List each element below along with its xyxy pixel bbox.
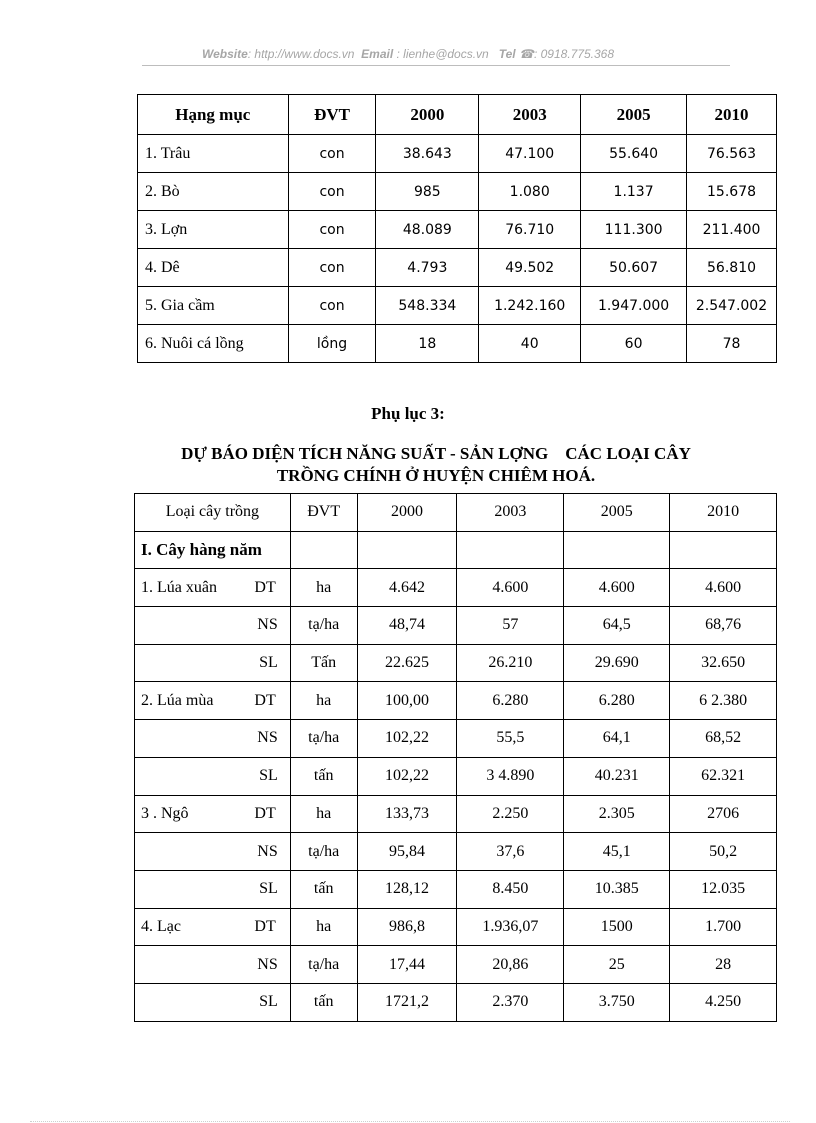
value-cell: 133,73: [357, 795, 457, 833]
value-cell: 4.600: [670, 569, 777, 607]
value-cell: 2.250: [457, 795, 564, 833]
value-cell: 2.305: [564, 795, 670, 833]
value-cell: 37,6: [457, 833, 564, 871]
value-cell: 4.793: [376, 249, 479, 287]
header-cell: 2005: [564, 494, 670, 532]
table-row: [138, 211, 777, 249]
row-label: 1. Trâu: [138, 135, 289, 173]
unit-cell: ha: [290, 908, 357, 946]
value-cell: 1500: [564, 908, 670, 946]
unit-cell: con: [288, 249, 376, 287]
value-cell: 1.936,07: [457, 908, 564, 946]
metric-label: SL: [135, 644, 291, 682]
value-cell: 2.547.002: [687, 287, 777, 325]
value-cell: 986,8: [357, 908, 457, 946]
value-cell: 2.370: [457, 983, 564, 1021]
unit-cell: ha: [290, 569, 357, 607]
crop-name: 2. Lúa mùa: [141, 691, 214, 709]
page-header: [0, 47, 816, 61]
title-line-2: TRỒNG CHÍNH Ở HUYỆN CHIÊM HOÁ.: [276, 466, 596, 485]
website-value: : http://www.docs.vn: [247, 47, 355, 61]
metric-label: DT: [254, 691, 276, 709]
table-row: [135, 795, 777, 833]
header-cell: 2010: [670, 494, 777, 532]
section-row: [135, 531, 777, 569]
empty-cell: [457, 531, 564, 569]
table-row: [135, 757, 777, 795]
tel-label: Tel: [498, 47, 516, 61]
value-cell: 68,76: [670, 607, 777, 645]
appendix-title: [136, 443, 736, 487]
table-row: [135, 644, 777, 682]
value-cell: 45,1: [564, 833, 670, 871]
footer-divider: [30, 1121, 790, 1122]
value-cell: 57: [457, 607, 564, 645]
value-cell: 55,5: [457, 720, 564, 758]
header-cell: Hạng mục: [138, 95, 289, 135]
table-row: [135, 720, 777, 758]
header-cell: ĐVT: [290, 494, 357, 532]
title-line-1: DỰ BÁO DIỆN TÍCH NĂNG SUẤT - SẢN LỢNG CÁC LOẠI CÂY: [181, 444, 691, 463]
value-cell: 6.280: [564, 682, 670, 720]
value-cell: 26.210: [457, 644, 564, 682]
header-cell: 2000: [376, 95, 479, 135]
value-cell: 68,52: [670, 720, 777, 758]
crop-metric-cell: [135, 569, 291, 607]
table-row: [135, 870, 777, 908]
value-cell: 64,5: [564, 607, 670, 645]
row-label: 2. Bò: [138, 173, 289, 211]
unit-cell: tạ/ha: [290, 720, 357, 758]
appendix-label: Phụ lục 3:: [371, 404, 445, 423]
table-row: [138, 325, 777, 363]
value-cell: 1721,2: [357, 983, 457, 1021]
value-cell: 76.710: [479, 211, 581, 249]
empty-cell: [564, 531, 670, 569]
unit-cell: tạ/ha: [290, 946, 357, 984]
value-cell: 1.080: [479, 173, 581, 211]
row-label: 3. Lợn: [138, 211, 289, 249]
value-cell: 78: [687, 325, 777, 363]
value-cell: 55.640: [581, 135, 687, 173]
value-cell: 548.334: [376, 287, 479, 325]
unit-cell: tấn: [290, 757, 357, 795]
unit-cell: tạ/ha: [290, 607, 357, 645]
value-cell: 22.625: [357, 644, 457, 682]
value-cell: 3 4.890: [457, 757, 564, 795]
value-cell: 29.690: [564, 644, 670, 682]
value-cell: 20,86: [457, 946, 564, 984]
value-cell: 38.643: [376, 135, 479, 173]
crop-metric-cell: [135, 908, 291, 946]
header-cell: 2010: [687, 95, 777, 135]
value-cell: 1.700: [670, 908, 777, 946]
table-row: [135, 682, 777, 720]
value-cell: 2706: [670, 795, 777, 833]
table-header-row: [135, 494, 777, 532]
unit-cell: tấn: [290, 983, 357, 1021]
value-cell: 62.321: [670, 757, 777, 795]
value-cell: 102,22: [357, 757, 457, 795]
header-cell: 2000: [357, 494, 457, 532]
crop-metric-cell: [135, 682, 291, 720]
email-label: Email: [361, 47, 394, 61]
empty-cell: [357, 531, 457, 569]
crop-metric-cell: [135, 795, 291, 833]
value-cell: 60: [581, 325, 687, 363]
unit-cell: con: [288, 211, 376, 249]
metric-label: NS: [135, 833, 291, 871]
value-cell: 56.810: [687, 249, 777, 287]
header-divider: [142, 65, 730, 66]
value-cell: 40.231: [564, 757, 670, 795]
table-row: [135, 908, 777, 946]
value-cell: 1.242.160: [479, 287, 581, 325]
value-cell: 100,00: [357, 682, 457, 720]
row-label: 6. Nuôi cá lồng: [138, 325, 289, 363]
crop-name: 1. Lúa xuân: [141, 578, 217, 596]
website-label: Website: [201, 47, 248, 61]
value-cell: 48,74: [357, 607, 457, 645]
value-cell: 111.300: [581, 211, 687, 249]
table-row: [135, 983, 777, 1021]
metric-label: DT: [254, 917, 276, 935]
crop-name: 4. Lạc: [141, 917, 181, 935]
value-cell: 6.280: [457, 682, 564, 720]
value-cell: 102,22: [357, 720, 457, 758]
value-cell: 4.600: [564, 569, 670, 607]
value-cell: 25: [564, 946, 670, 984]
table-row: [138, 173, 777, 211]
header-cell: Loại cây trồng: [135, 494, 291, 532]
section-label: I. Cây hàng năm: [135, 531, 291, 569]
value-cell: 8.450: [457, 870, 564, 908]
empty-cell: [670, 531, 777, 569]
header-cell: ĐVT: [288, 95, 376, 135]
value-cell: 48.089: [376, 211, 479, 249]
value-cell: 985: [376, 173, 479, 211]
metric-label: DT: [254, 804, 276, 822]
value-cell: 76.563: [687, 135, 777, 173]
value-cell: 15.678: [687, 173, 777, 211]
unit-cell: tấn: [290, 870, 357, 908]
phone-icon: ☎: [519, 47, 534, 61]
metric-label: NS: [135, 946, 291, 984]
value-cell: 4.642: [357, 569, 457, 607]
unit-cell: Tấn: [290, 644, 357, 682]
metric-label: NS: [135, 607, 291, 645]
value-cell: 18: [376, 325, 479, 363]
value-cell: 32.650: [670, 644, 777, 682]
table-row: [138, 135, 777, 173]
row-label: 5. Gia cầm: [138, 287, 289, 325]
value-cell: 6 2.380: [670, 682, 777, 720]
value-cell: 64,1: [564, 720, 670, 758]
value-cell: 40: [479, 325, 581, 363]
header-cell: 2003: [457, 494, 564, 532]
value-cell: 4.250: [670, 983, 777, 1021]
metric-label: DT: [254, 578, 276, 596]
crop-forecast-table: [134, 493, 777, 1022]
row-label: 4. Dê: [138, 249, 289, 287]
value-cell: 50,2: [670, 833, 777, 871]
header-cell: 2005: [581, 95, 687, 135]
unit-cell: ha: [290, 682, 357, 720]
table-row: [138, 249, 777, 287]
unit-cell: tạ/ha: [290, 833, 357, 871]
metric-label: SL: [135, 870, 291, 908]
table-row: [135, 607, 777, 645]
unit-cell: con: [288, 135, 376, 173]
unit-cell: lồng: [288, 325, 376, 363]
value-cell: 128,12: [357, 870, 457, 908]
value-cell: 17,44: [357, 946, 457, 984]
table-row: [135, 946, 777, 984]
value-cell: 95,84: [357, 833, 457, 871]
unit-cell: ha: [290, 795, 357, 833]
value-cell: 4.600: [457, 569, 564, 607]
value-cell: 28: [670, 946, 777, 984]
table-row: [135, 569, 777, 607]
metric-label: SL: [135, 983, 291, 1021]
value-cell: 47.100: [479, 135, 581, 173]
value-cell: 49.502: [479, 249, 581, 287]
metric-label: SL: [135, 757, 291, 795]
table-row: [135, 833, 777, 871]
tel-value: : 0918.775.368: [533, 47, 615, 61]
value-cell: 3.750: [564, 983, 670, 1021]
header-cell: 2003: [479, 95, 581, 135]
unit-cell: con: [288, 173, 376, 211]
value-cell: 1.137: [581, 173, 687, 211]
email-value: : lienhe@docs.vn: [396, 47, 489, 61]
value-cell: 10.385: [564, 870, 670, 908]
value-cell: 1.947.000: [581, 287, 687, 325]
value-cell: 211.400: [687, 211, 777, 249]
crop-name: 3 . Ngô: [141, 804, 189, 822]
value-cell: 12.035: [670, 870, 777, 908]
table-header-row: [138, 95, 777, 135]
livestock-table: [137, 94, 777, 363]
metric-label: NS: [135, 720, 291, 758]
empty-cell: [290, 531, 357, 569]
unit-cell: con: [288, 287, 376, 325]
table-row: [138, 287, 777, 325]
value-cell: 50.607: [581, 249, 687, 287]
